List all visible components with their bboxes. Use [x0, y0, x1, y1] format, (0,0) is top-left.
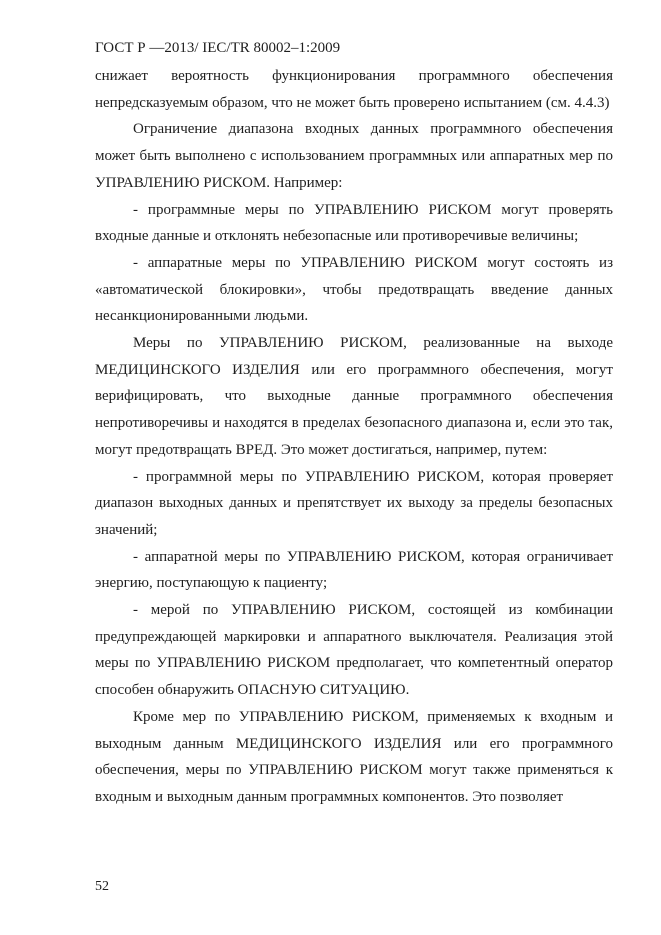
paragraph-input-range: Ограничение диапазона входных данных программного обеспечения может быть выполнено с использованием программных или аппаратных мер по УПРАВЛЕНИЮ РИСКОМ. Например: — [95, 121, 613, 191]
page-number: 52 — [95, 879, 109, 894]
standard-header: ГОСТ Р —2013/ IEC/TR 80002–1:2009 — [95, 40, 341, 56]
paragraph-component-measures: Кроме мер по УПРАВЛЕНИЮ РИСКОМ, применяемых к входным и выходным данным МЕДИЦИНСКОГО ИЗДЕЛИЯ или его программного обеспечения, меры по УПРАВЛЕНИЮ РИСКОМ могут также применяться к входным и выходным данным программных компонентов. Это позволяет — [95, 708, 613, 805]
list-item-hardware-output: - аппаратной меры по УПРАВЛЕНИЮ РИСКОМ, которая ограничивает энергию, поступающую к пациенту; — [95, 548, 613, 592]
paragraph-continuation: снижает вероятность функционирования программного обеспечения непредсказуемым образом, что не может быть проверено испытанием (см. 4.4.3) — [95, 68, 613, 111]
paragraph-output-measures: Меры по УПРАВЛЕНИЮ РИСКОМ, реализованные на выходе МЕДИЦИНСКОГО ИЗДЕЛИЯ или его программного обеспечения, могут верифицировать, что выходные данные программного обеспечения непротиворечивы и находятся в пределах безопасного диапазона и, если это так, могут предотвращать ВРЕД. Это может достигаться, например, путем: — [95, 335, 613, 458]
body-text — [95, 63, 613, 811]
list-item-combined-measure: - мерой по УПРАВЛЕНИЮ РИСКОМ, состоящей из комбинации предупреждающей маркировки и аппаратного выключателя. Реализация этой меры по УПРАВЛЕНИЮ РИСКОМ предполагает, что компетентный оператор способен обнаружить ОПАСНУЮ СИТУАЦИЮ. — [95, 602, 613, 699]
list-item-hardware-input: - аппаратные меры по УПРАВЛЕНИЮ РИСКОМ могут состоять из «автоматической блокировки», чтобы предотвращать введение данных несанкционированными людьми. — [95, 254, 613, 325]
list-item-software-output: - программной меры по УПРАВЛЕНИЮ РИСКОМ, которая проверяет диапазон выходных данных и препятствует их выходу за пределы безопасных значений; — [95, 468, 613, 538]
list-item-software-input: - программные меры по УПРАВЛЕНИЮ РИСКОМ могут проверять входные данные и отклонять небезопасные или противоречивые величины; — [95, 201, 613, 245]
